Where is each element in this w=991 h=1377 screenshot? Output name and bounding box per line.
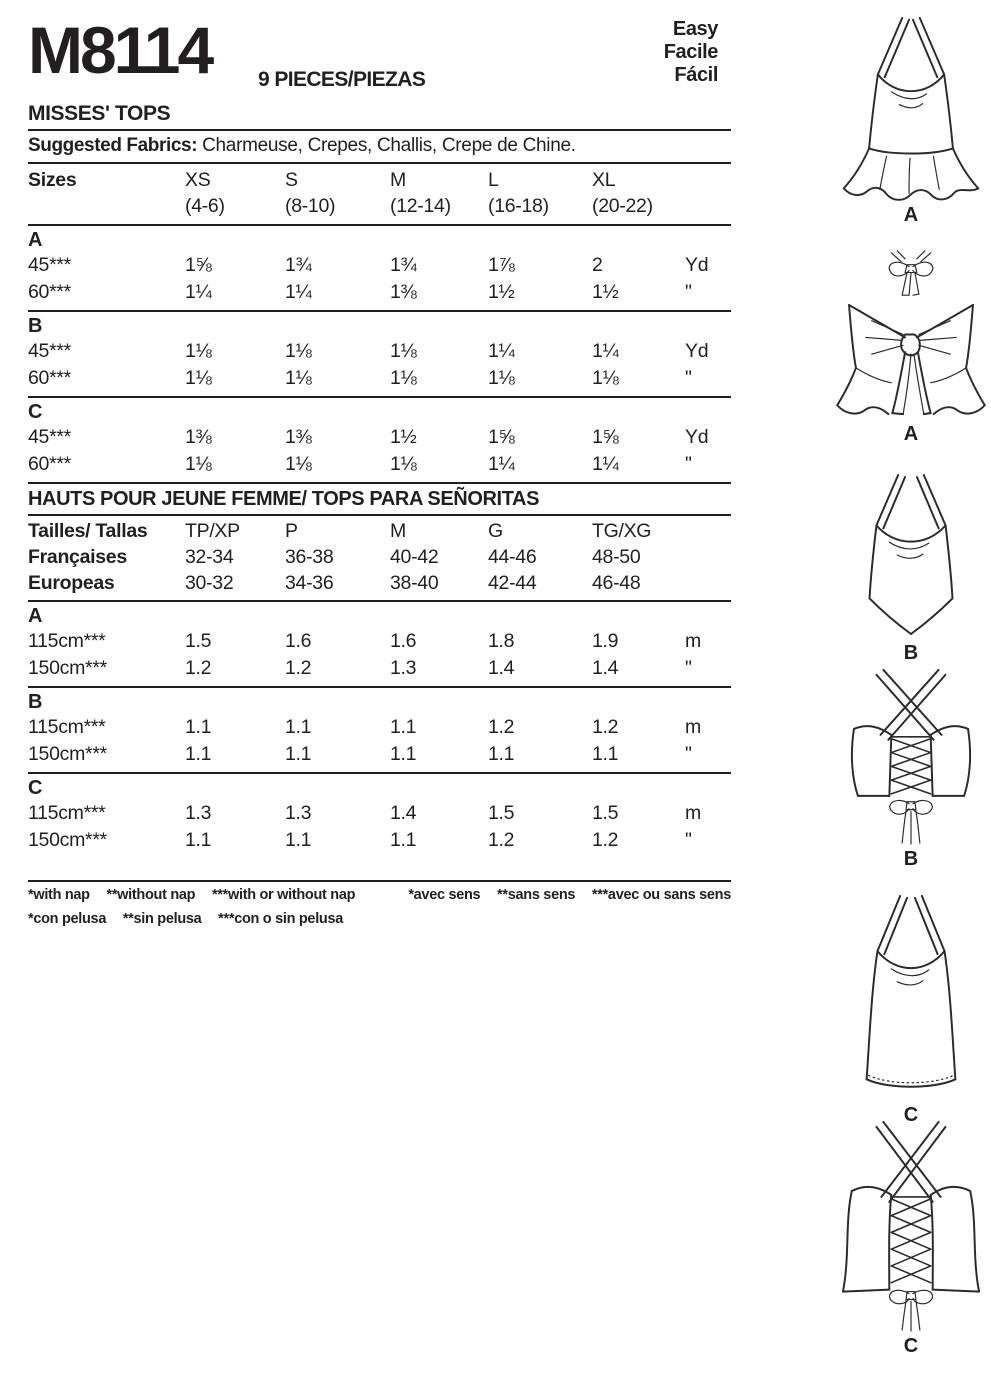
unit-cell: Yd [685,340,709,362]
sizes-row [28,518,731,544]
suggested-fabrics [28,131,731,164]
cell: M [390,520,406,542]
table-row [28,800,731,827]
figure-view-c-front [832,890,990,1127]
cell: 1⅝ [592,426,619,448]
cell: 1.1 [390,743,417,765]
cell: 1.5 [185,630,212,652]
figure-view-a-back [832,246,990,446]
table-row [28,365,731,392]
view-letter: C [28,401,43,423]
cell: 1⅛ [488,367,515,389]
metric-section-b [28,688,731,774]
difficulty-fr: Facile [663,41,718,63]
cell: 1¾ [390,254,417,276]
figure-label: A [903,204,919,226]
sizes-label: Sizes [28,169,77,191]
cell: 1.2 [185,657,212,679]
cell: 1.1 [185,829,212,851]
sizes-label: Tailles/ Tallas [28,520,148,542]
cell: 1¼ [592,340,619,362]
table-row [28,338,731,365]
cell: 1.2 [488,716,515,738]
cell: (20-22) [592,195,653,217]
metric-section-a [28,602,731,688]
cell: G [488,520,503,542]
footnote: *with nap [28,887,90,903]
table-row [28,655,731,682]
cell: 1⅛ [185,367,212,389]
yardage-section-b [28,312,731,398]
view-letter: A [28,229,43,251]
cell: 1.2 [592,716,619,738]
cell: 1⅛ [185,453,212,475]
cell: 1.2 [488,829,515,851]
cell: 1.5 [488,802,515,824]
garment-title: MISSES' TOPS [28,102,731,131]
cell: 1⅜ [285,426,312,448]
footnote: ***avec ou sans sens [591,887,731,903]
footnotes-english [28,884,368,906]
cell: P [285,520,298,542]
unit-cell: " [685,829,692,851]
yardage-section-c [28,398,731,484]
width-label: 150cm*** [28,657,107,679]
pieces-count: 9 PIECES/PIEZAS [258,68,426,91]
masthead [28,13,731,102]
cell: L [488,169,499,191]
width-label: 60*** [28,367,71,389]
cell: 1.9 [592,630,619,652]
cell: 1.3 [285,802,312,824]
figure-label: C [903,1104,919,1126]
cell: 32-34 [185,546,234,568]
width-label: 115cm*** [28,716,106,738]
table-row [28,741,731,768]
pattern-number: M8114 [28,13,212,87]
cell: 1.1 [185,743,212,765]
view-letter: A [28,605,43,627]
width-label: 150cm*** [28,743,107,765]
footnote: ***with or without nap [211,887,356,903]
cell: M [390,169,406,191]
cell: S [285,169,298,191]
footnote: **sans sens [497,887,576,903]
difficulty-en: Easy [672,18,718,40]
table-row [28,252,731,279]
width-label: 115cm*** [28,630,106,652]
table-row [28,827,731,854]
footnote: *avec sens [408,887,481,903]
cell: XS [185,169,211,191]
unit-cell: " [685,453,692,475]
width-label: 45*** [28,426,71,448]
view-c-back-drawing [832,1118,990,1333]
unit-cell: Yd [685,254,709,276]
sizes-header [28,164,731,226]
difficulty-es: Fácil [674,64,718,86]
footnote: *con pelusa [28,911,107,927]
cell: (16-18) [488,195,549,217]
cell: 1.1 [285,829,312,851]
view-letter: B [28,691,43,713]
cell: 30-32 [185,572,234,594]
cell: 1.1 [488,743,515,765]
figure-label: C [903,1335,919,1357]
intl-title: HAUTS POUR JEUNE FEMME/ TOPS PARA SEÑORITAS [28,484,731,516]
table-row [28,714,731,741]
unit-cell: " [685,743,692,765]
view-b-front-drawing [832,470,990,640]
cell: 1.1 [390,829,417,851]
figure-label: A [903,423,919,445]
view-letter: B [28,315,43,337]
width-label: 60*** [28,453,71,475]
french-sizes-row [28,544,731,570]
width-label: 45*** [28,254,71,276]
cell: 1.4 [390,802,417,824]
cell: (8-10) [285,195,336,217]
cell: 1⅛ [285,453,312,475]
cell: 1¼ [285,281,312,303]
figure-view-b-front [832,470,990,665]
cell: 1.4 [592,657,619,679]
figure-label: B [903,642,919,664]
footnotes-spanish [28,908,356,930]
cell: 1⅛ [285,367,312,389]
cell: (4-6) [185,195,225,217]
table-row [28,424,731,451]
cell: 1.4 [488,657,515,679]
footnote: **without nap [106,887,196,903]
cell: 1.2 [285,657,312,679]
cell: 1.2 [592,829,619,851]
cell: 1⅛ [285,340,312,362]
cell: 48-50 [592,546,641,568]
view-a-front-drawing [832,12,990,202]
row-label: Françaises [28,546,127,568]
width-label: 45*** [28,340,71,362]
unit-cell: " [685,281,692,303]
figure-view-a-front [832,12,990,227]
european-sizes-row [28,570,731,596]
cell: (12-14) [390,195,451,217]
cell: 44-46 [488,546,537,568]
yardage-section-a [28,226,731,312]
cell: 1¼ [488,340,515,362]
figure-view-b-back [832,666,990,871]
width-label: 150cm*** [28,829,107,851]
cell: 1.6 [390,630,417,652]
cell: TG/XG [592,520,652,542]
cell: 1½ [592,281,619,303]
row-label: Europeas [28,572,115,594]
intl-sizes-header [28,516,731,602]
footnotes-row-1 [28,884,731,906]
cell: 1.5 [592,802,619,824]
cell: 1¼ [592,453,619,475]
cell: 1.3 [390,657,417,679]
size-ranges-row [28,193,731,219]
cell: 1.8 [488,630,515,652]
footnote: **sin pelusa [122,911,202,927]
cell: 36-38 [285,546,334,568]
unit-cell: Yd [685,426,709,448]
table-row [28,628,731,655]
cell: 1⅛ [592,367,619,389]
cell: 1.6 [285,630,312,652]
cell: 1.1 [592,743,619,765]
footnotes-french [395,884,731,906]
unit-cell: m [685,802,701,824]
view-c-front-drawing [832,890,990,1102]
view-b-back-drawing [832,666,990,846]
cell: 42-44 [488,572,537,594]
view-a-back-drawing [832,246,990,421]
cell: 46-48 [592,572,641,594]
fabrics-label: Suggested Fabrics: [28,135,198,156]
footnotes-row-2 [28,908,731,930]
metric-section-c [28,774,731,858]
unit-cell: " [685,657,692,679]
cell: 1¼ [185,281,212,303]
cell: 1½ [390,426,417,448]
cell: 1.1 [185,716,212,738]
cell: 1⅛ [390,340,417,362]
cell: XL [592,169,616,191]
divider [28,880,731,882]
cell: 1⅜ [185,426,212,448]
unit-cell: " [685,367,692,389]
figure-label: B [903,848,919,870]
cell: 34-36 [285,572,334,594]
yardage-panel [28,13,731,930]
fabrics-value: Charmeuse, Crepes, Challis, Crepe de Chine. [202,135,576,156]
figure-view-c-back [832,1118,990,1358]
width-label: 60*** [28,281,71,303]
cell: 1¼ [488,453,515,475]
cell: 1⅛ [390,453,417,475]
sizes-row [28,167,731,193]
cell: 1.1 [285,743,312,765]
cell: 1⅝ [488,426,515,448]
table-row [28,279,731,306]
view-letter: C [28,777,43,799]
cell: 1⅝ [185,254,212,276]
cell: 1⅜ [390,281,417,303]
cell: 2 [592,254,603,276]
footnote: ***con o sin pelusa [218,911,344,927]
cell: 40-42 [390,546,439,568]
cell: 1.1 [390,716,417,738]
cell: 1½ [488,281,515,303]
table-row [28,451,731,478]
width-label: 115cm*** [28,802,106,824]
unit-cell: m [685,716,701,738]
cell: 1⅛ [390,367,417,389]
cell: 1.3 [185,802,212,824]
cell: 1⅛ [185,340,212,362]
cell: 38-40 [390,572,439,594]
unit-cell: m [685,630,701,652]
cell: 1⅞ [488,254,515,276]
cell: 1¾ [285,254,312,276]
cell: TP/XP [185,520,240,542]
cell: 1.1 [285,716,312,738]
